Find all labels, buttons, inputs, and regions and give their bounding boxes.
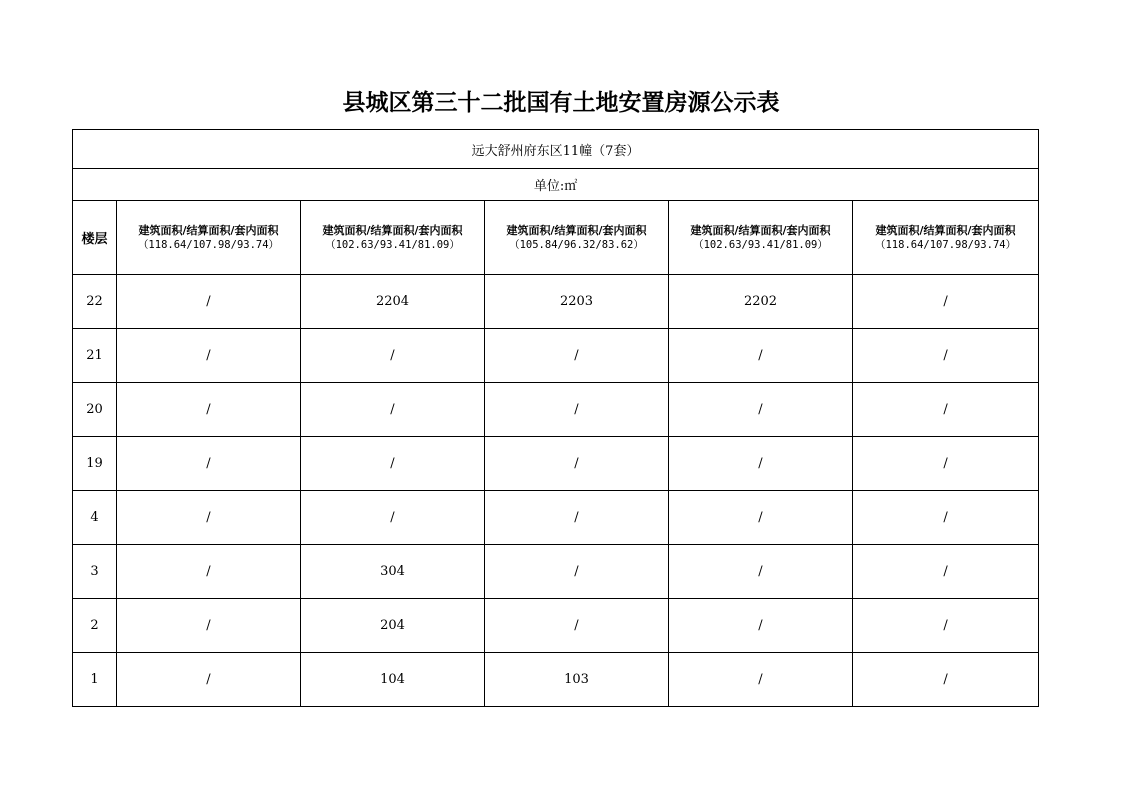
unit-cell: / [301,437,485,491]
unit-cell: 2202 [669,275,853,329]
column-header-dims: （102.63/93.41/81.09） [693,238,828,251]
unit-cell: / [117,437,301,491]
table-row [73,275,1039,329]
column-header-dims: （102.63/93.41/81.09） [325,238,460,251]
unit-cell: / [485,545,669,599]
column-header-label: 建筑面积/结算面积/套内面积 [690,223,831,237]
unit-row [73,169,1039,201]
unit-cell: 104 [301,653,485,707]
unit-cell: / [117,653,301,707]
column-header-dims: （105.84/96.32/83.62） [509,238,644,251]
unit-cell: / [853,275,1039,329]
unit-cell: / [853,383,1039,437]
building-row [73,130,1039,169]
unit-cell: / [485,599,669,653]
unit-cell: / [485,491,669,545]
floor-number: 19 [73,437,117,491]
unit-cell: / [669,437,853,491]
unit-cell: / [485,437,669,491]
table-row [73,383,1039,437]
floor-number: 21 [73,329,117,383]
column-header-label: 建筑面积/结算面积/套内面积 [875,223,1016,237]
housing-table [72,129,1039,707]
floor-number: 4 [73,491,117,545]
floor-number: 22 [73,275,117,329]
unit-cell: / [117,275,301,329]
unit-label: 单位:㎡ [73,169,1039,201]
column-header-1 [117,201,301,275]
table-row [73,491,1039,545]
unit-cell: / [853,653,1039,707]
unit-cell: / [853,329,1039,383]
unit-cell: / [853,545,1039,599]
column-header-dims: （118.64/107.98/93.74） [137,238,280,251]
unit-cell: / [117,599,301,653]
table-row [73,653,1039,707]
unit-cell: / [301,383,485,437]
header-row [73,201,1039,275]
unit-cell: / [301,329,485,383]
column-header-3 [485,201,669,275]
floor-number: 2 [73,599,117,653]
column-header-4 [669,201,853,275]
unit-cell: / [117,545,301,599]
column-header-dims: （118.64/107.98/93.74） [874,238,1017,251]
unit-cell: / [669,329,853,383]
unit-cell: / [485,383,669,437]
column-header-2 [301,201,485,275]
table-row [73,599,1039,653]
unit-cell: / [853,491,1039,545]
unit-cell: / [853,599,1039,653]
unit-cell: / [669,383,853,437]
table-row [73,437,1039,491]
unit-cell: / [117,491,301,545]
floor-number: 1 [73,653,117,707]
unit-cell: 2204 [301,275,485,329]
unit-cell: 204 [301,599,485,653]
floor-number: 3 [73,545,117,599]
unit-cell: 2203 [485,275,669,329]
unit-cell: / [669,491,853,545]
unit-cell: / [669,653,853,707]
unit-cell: / [485,329,669,383]
column-header-label: 建筑面积/结算面积/套内面积 [322,223,463,237]
unit-cell: 103 [485,653,669,707]
building-name: 远大舒州府东区11幢（7套） [73,130,1039,169]
unit-cell: / [853,437,1039,491]
floor-column-header: 楼层 [73,201,117,275]
unit-cell: / [117,329,301,383]
column-header-5 [853,201,1039,275]
unit-cell: / [301,491,485,545]
table-row [73,545,1039,599]
unit-cell: / [669,545,853,599]
table-row [73,329,1039,383]
column-header-label: 建筑面积/结算面积/套内面积 [138,223,279,237]
page-title: 县城区第三十二批国有土地安置房源公示表 [342,90,780,116]
column-header-label: 建筑面积/结算面积/套内面积 [506,223,647,237]
unit-cell: / [117,383,301,437]
floor-number: 20 [73,383,117,437]
unit-cell: 304 [301,545,485,599]
unit-cell: / [669,599,853,653]
